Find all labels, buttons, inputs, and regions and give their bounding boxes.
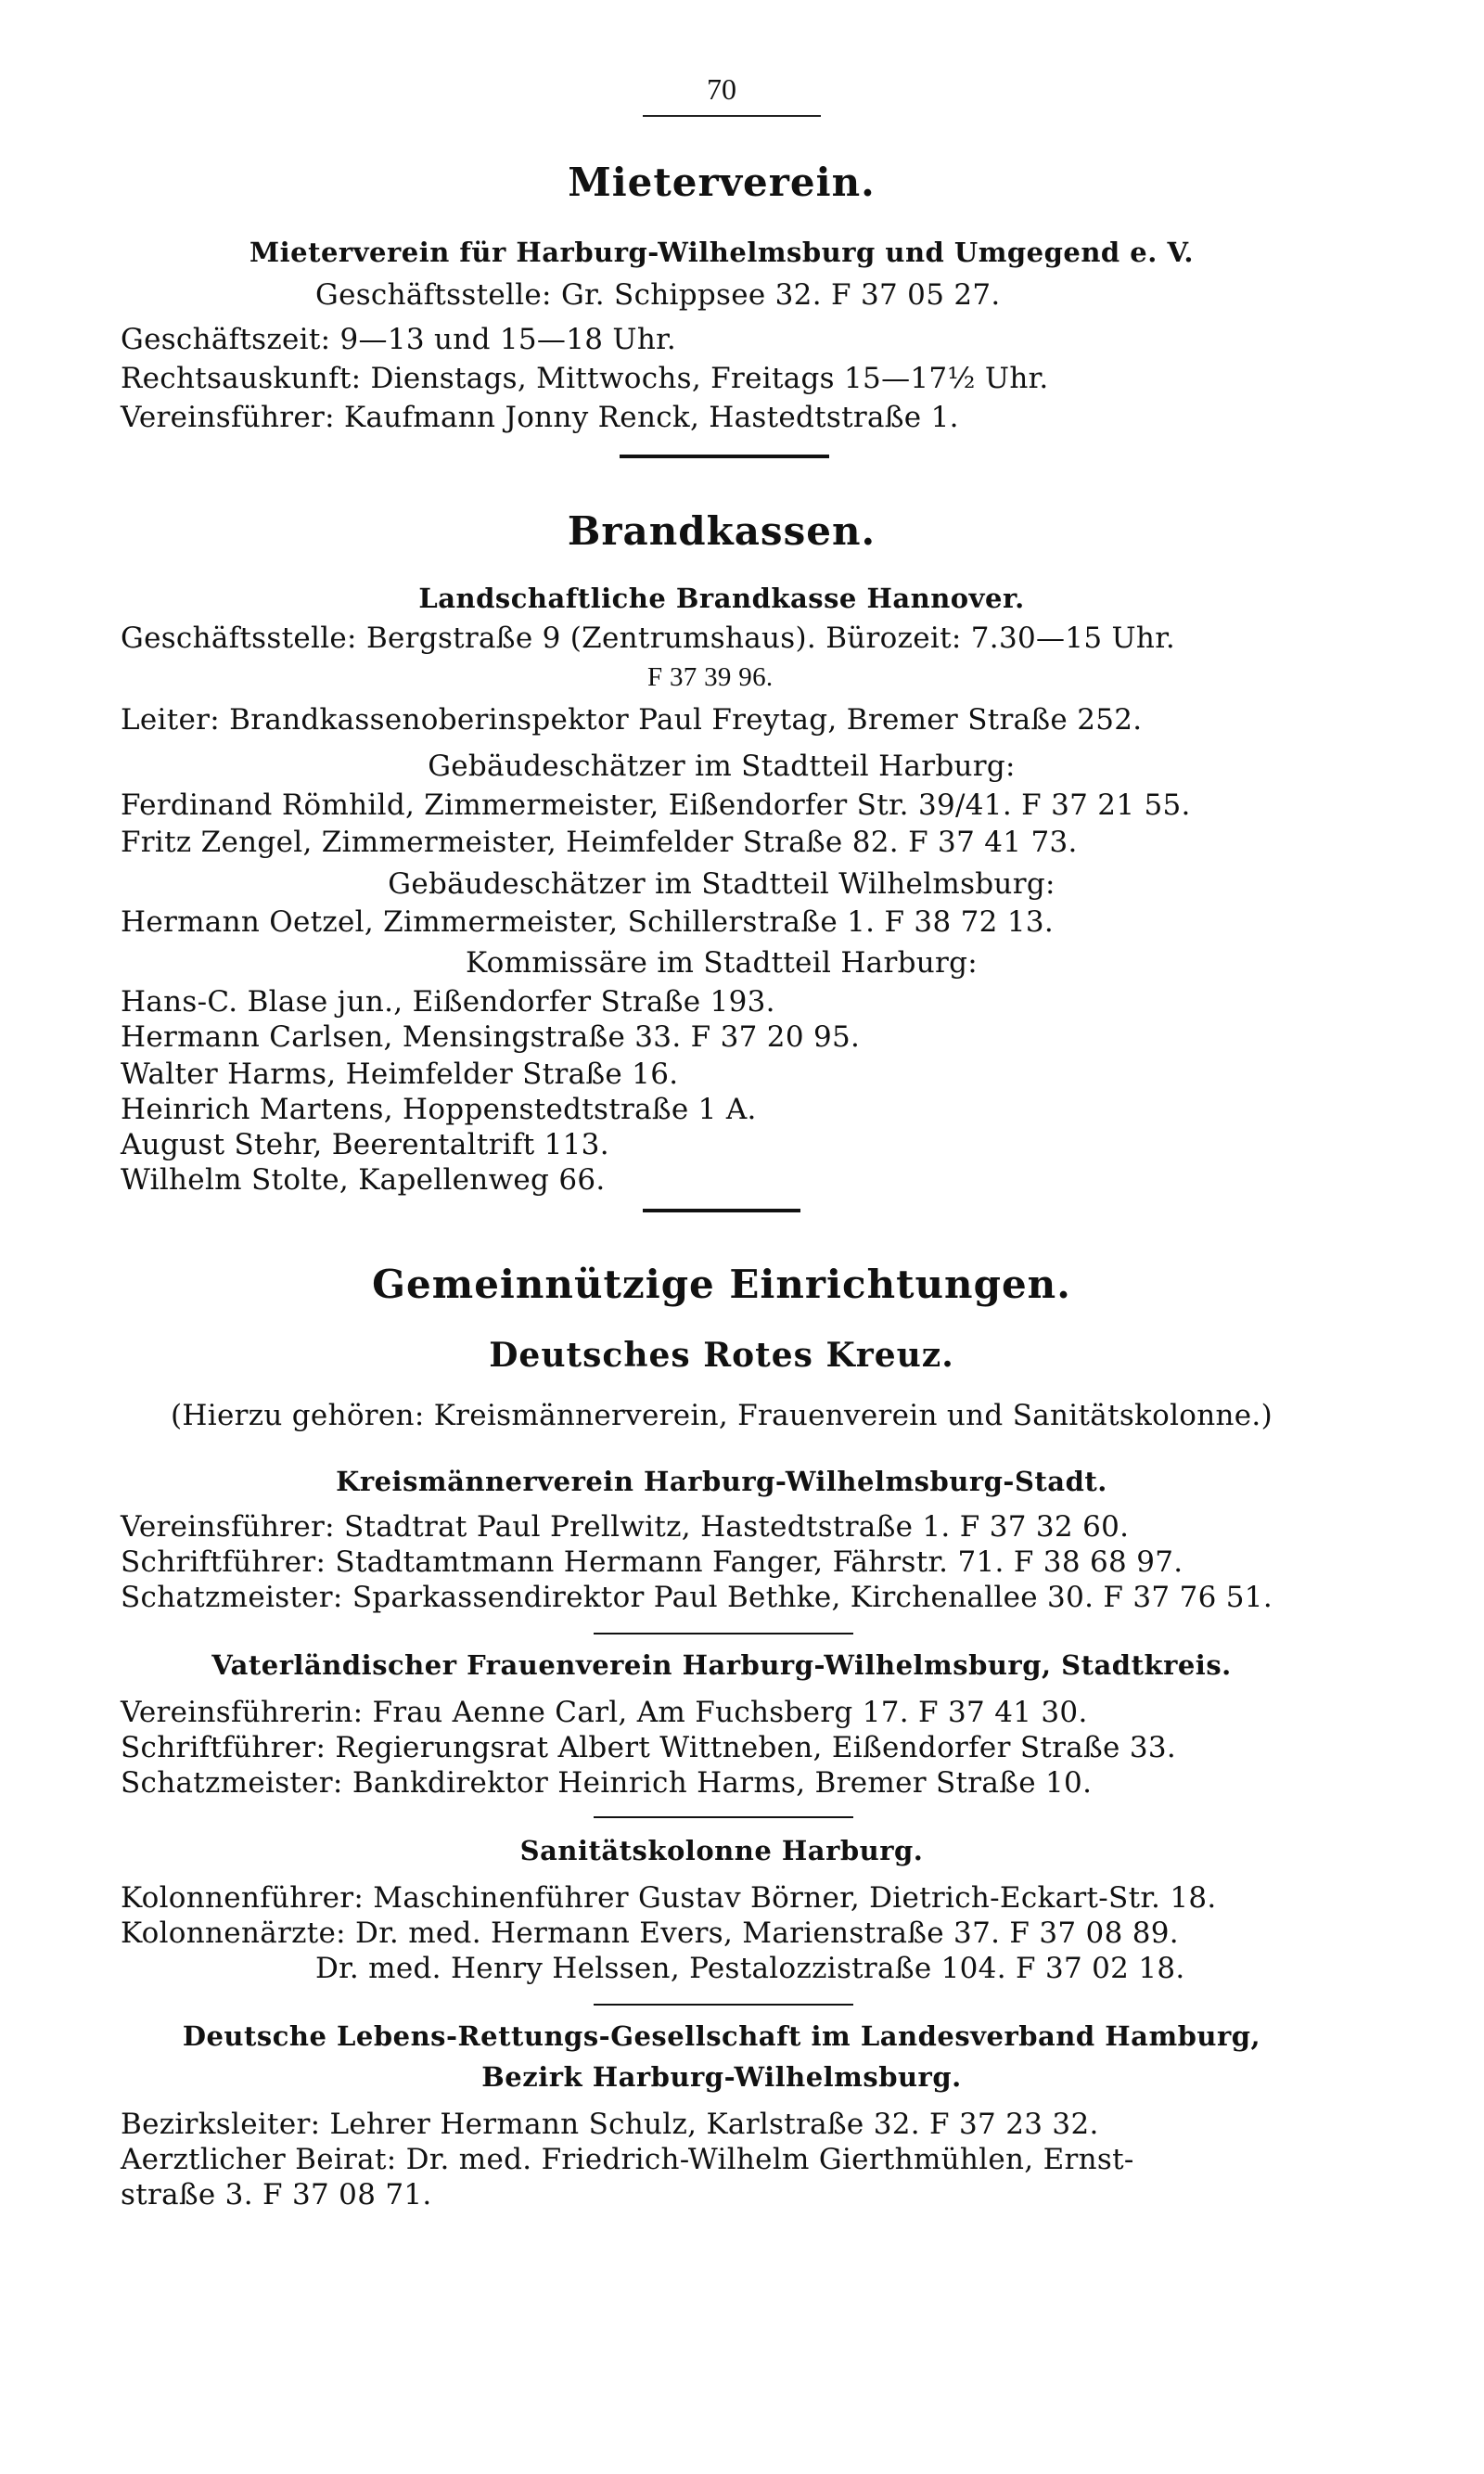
brandkassen-line-8: Hermann Oetzel, Zimmermeister, Schillerstraße 1. F 38 72 13.: [121, 905, 1055, 939]
mieterverein-line-1: Geschäftsstelle: Gr. Schippsee 32. F 37 05 27.: [315, 278, 1001, 312]
mieterverein-line-4: Vereinsführer: Kaufmann Jonny Renck, Hastedtstraße 1.: [121, 401, 959, 434]
brandkassen-line-12: Walter Harms, Heimfelder Straße 16.: [121, 1058, 679, 1091]
kreis-line-3: Schatzmeister: Sparkassendirektor Paul Bethke, Kirchenallee 30. F 37 76 51.: [121, 1581, 1273, 1614]
org-title-dlrg-line-2: Bezirk Harburg-Wilhelmsburg.: [481, 2061, 962, 2093]
kreis-line-2: Schriftführer: Stadtamtmann Hermann Fanger, Fährstr. 71. F 38 68 97.: [121, 1545, 1183, 1579]
brandkassen-line-6: Fritz Zengel, Zimmermeister, Heimfelder Straße 82. F 37 41 73.: [121, 826, 1078, 859]
dlrg-line-3: straße 3. F 37 08 71.: [121, 2178, 432, 2211]
section-title-gemeinnuetzige: Gemeinnützige Einrichtungen.: [372, 1262, 1071, 1307]
org-title-brandkassen: Landschaftliche Brandkasse Hannover.: [418, 583, 1025, 614]
rotes-kreuz-note: (Hierzu gehören: Kreismännerverein, Frauenverein und Sanitätskolonne.): [171, 1399, 1273, 1432]
frauen-line-1: Vereinsführerin: Frau Aenne Carl, Am Fuchsberg 17. F 37 41 30.: [121, 1696, 1088, 1729]
org-title-sanitaetskolonne: Sanitätskolonne Harburg.: [519, 1835, 924, 1866]
mieterverein-line-3: Rechtsauskunft: Dienstags, Mittwochs, Freitags 15—17½ Uhr.: [121, 362, 1049, 395]
brandkassen-line-7: Gebäudeschätzer im Stadtteil Wilhelmsburg:: [388, 867, 1055, 901]
dlrg-line-1: Bezirksleiter: Lehrer Hermann Schulz, Karlstraße 32. F 37 23 32.: [121, 2108, 1099, 2141]
page-number: 70: [707, 72, 736, 106]
mieterverein-line-2: Geschäftszeit: 9—13 und 15—18 Uhr.: [121, 323, 676, 356]
section-divider-2: [643, 1209, 800, 1212]
brandkassen-line-9: Kommissäre im Stadtteil Harburg:: [466, 946, 978, 980]
brandkassen-line-14: August Stehr, Beerentaltrift 113.: [121, 1128, 609, 1161]
brandkassen-line-13: Heinrich Martens, Hoppenstedtstraße 1 A.: [121, 1093, 757, 1126]
brandkassen-line-11: Hermann Carlsen, Mensingstraße 33. F 37 20 95.: [121, 1020, 861, 1054]
org-title-mieterverein: Mieterverein für Harburg-Wilhelmsburg und Umgegend e. V.: [249, 237, 1194, 268]
brandkassen-line-5: Ferdinand Römhild, Zimmermeister, Eißendorfer Str. 39/41. F 37 21 55.: [121, 788, 1191, 822]
brandkassen-line-15: Wilhelm Stolte, Kapellenweg 66.: [121, 1163, 606, 1197]
section-title-brandkassen: Brandkassen.: [567, 508, 876, 554]
brandkassen-line-10: Hans-C. Blase jun., Eißendorfer Straße 193.: [121, 985, 775, 1019]
dlrg-line-2: Aerztlicher Beirat: Dr. med. Friedrich-Wilhelm Gierthmühlen, Ernst-: [121, 2143, 1134, 2176]
brandkassen-line-4: Gebäudeschätzer im Stadtteil Harburg:: [428, 750, 1016, 783]
brandkassen-line-1: Geschäftsstelle: Bergstraße 9 (Zentrumshaus). Bürozeit: 7.30—15 Uhr.: [121, 622, 1176, 655]
kreis-line-1: Vereinsführer: Stadtrat Paul Prellwitz, Hastedtstraße 1. F 37 32 60.: [121, 1510, 1130, 1544]
sanitaet-line-3: Dr. med. Henry Helssen, Pestalozzistraße 104. F 37 02 18.: [315, 1952, 1185, 1985]
divider-frauen: [594, 1816, 853, 1818]
sanitaet-line-2: Kolonnenärzte: Dr. med. Hermann Evers, Marienstraße 37. F 37 08 89.: [121, 1916, 1179, 1950]
brandkassen-line-3: Leiter: Brandkassenoberinspektor Paul Freytag, Bremer Straße 252.: [121, 703, 1143, 737]
frauen-line-2: Schriftführer: Regierungsrat Albert Wittneben, Eißendorfer Straße 33.: [121, 1731, 1177, 1764]
frauen-line-3: Schatzmeister: Bankdirektor Heinrich Harms, Bremer Straße 10.: [121, 1766, 1093, 1800]
org-title-kreismaennerverein: Kreismännerverein Harburg-Wilhelmsburg-Stadt.: [336, 1466, 1107, 1497]
section-title-mieterverein: Mieterverein.: [568, 160, 876, 205]
sanitaet-line-1: Kolonnenführer: Maschinenführer Gustav Börner, Dietrich-Eckart-Str. 18.: [121, 1881, 1217, 1915]
divider-kreis: [594, 1633, 853, 1634]
org-title-dlrg-line-1: Deutsche Lebens-Rettungs-Gesellschaft im Landesverband Hamburg,: [182, 2020, 1261, 2052]
brandkassen-line-2: F 37 39 96.: [647, 662, 774, 692]
divider-sanitaet: [594, 2004, 853, 2006]
page-number-rule: [643, 115, 821, 117]
section-divider-1: [620, 455, 829, 458]
org-title-frauenverein: Vaterländischer Frauenverein Harburg-Wilhelmsburg, Stadtkreis.: [211, 1649, 1232, 1681]
subtitle-rotes-kreuz: Deutsches Rotes Kreuz.: [489, 1336, 954, 1375]
